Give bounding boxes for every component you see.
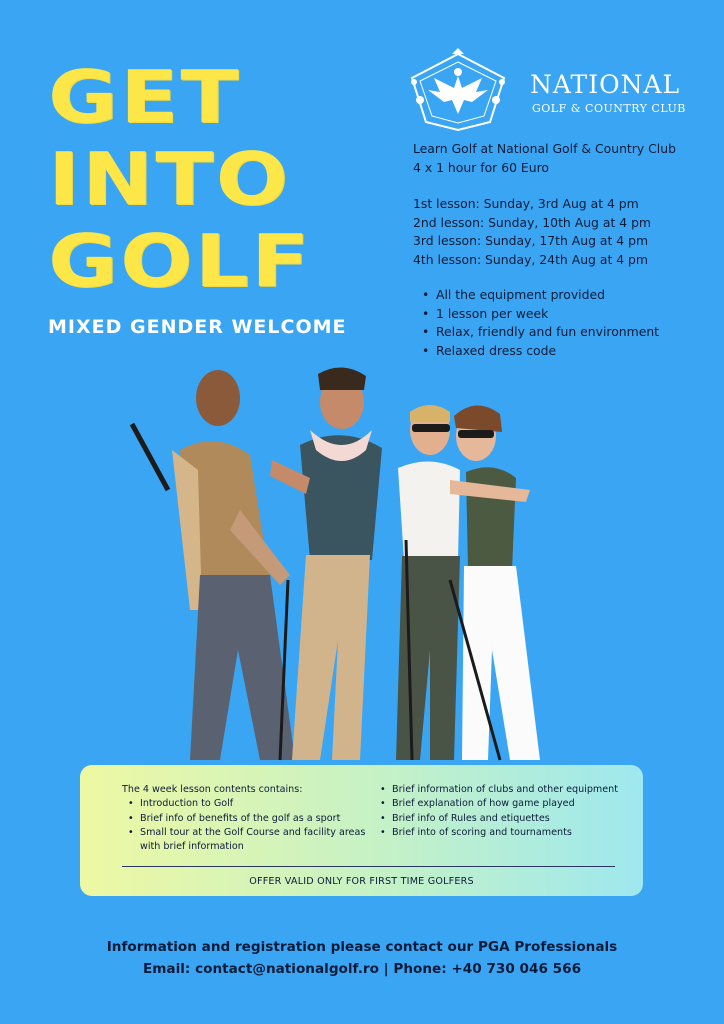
club-logo: [404, 48, 694, 132]
info-intro: Learn Golf at National Golf & Country Club: [413, 141, 676, 156]
lesson-3: 3rd lesson: Sunday, 17th Aug at 4 pm: [413, 233, 649, 248]
golfer-man-left: [132, 370, 295, 760]
logo-subtitle: GOLF & COUNTRY CLUB: [532, 102, 686, 115]
contents-column-left: [122, 783, 372, 854]
info-price: 4 x 1 hour for 60 Euro: [413, 159, 550, 175]
contents-item: • Brief info of Rules and etiquettes: [380, 812, 620, 826]
headline-line-1: GET: [48, 55, 241, 139]
headline-line-3: GOLF: [48, 219, 312, 303]
contents-item: • Brief explanation of how game played: [380, 797, 620, 811]
contents-item: • Brief information of clubs and other equipment: [380, 783, 620, 797]
contact-footer: [0, 936, 724, 980]
footer-line-1: Information and registration please contact our PGA Professionals: [106, 939, 618, 955]
contents-item: • Brief info of benefits of the golf as a sport: [122, 812, 372, 826]
tagline: MIXED GENDER WELCOME: [48, 316, 347, 338]
divider: [122, 866, 615, 867]
lesson-contents-card: [80, 765, 643, 896]
contents-item: • Small tour at the Golf Course and facility areas with brief information: [122, 826, 372, 855]
logo-name: NATIONAL: [530, 70, 681, 99]
feature-item: • Relaxed dress code: [420, 342, 659, 361]
feature-list: [420, 286, 659, 360]
offer-note: OFFER VALID ONLY FOR FIRST TIME GOLFERS: [249, 876, 474, 887]
contents-title: The 4 week lesson contents contains:: [122, 784, 303, 795]
contents-item: • Brief into of scoring and tournaments: [380, 826, 620, 840]
feature-item: • 1 lesson per week: [420, 305, 659, 324]
golfer-woman-right: [450, 405, 540, 760]
lesson-info: [413, 140, 713, 269]
footer-contact: Email: contact@nationalgolf.ro | Phone: +40 730 046 566: [142, 961, 582, 977]
lesson-1: 1st lesson: Sunday, 3rd Aug at 4 pm: [413, 196, 639, 211]
contents-column-right: [380, 783, 620, 840]
golfers-photo: [120, 360, 580, 770]
headline: [48, 56, 312, 302]
feature-item: • Relax, friendly and fun environment: [420, 323, 659, 342]
eagle-crest-icon: [404, 48, 512, 132]
lesson-2: 2nd lesson: Sunday, 10th Aug at 4 pm: [413, 214, 651, 230]
feature-item: • All the equipment provided: [420, 286, 659, 305]
lesson-4: 4th lesson: Sunday, 24th Aug at 4 pm: [413, 251, 648, 267]
contents-item: • Introduction to Golf: [122, 797, 372, 811]
headline-line-2: INTO: [48, 137, 291, 221]
